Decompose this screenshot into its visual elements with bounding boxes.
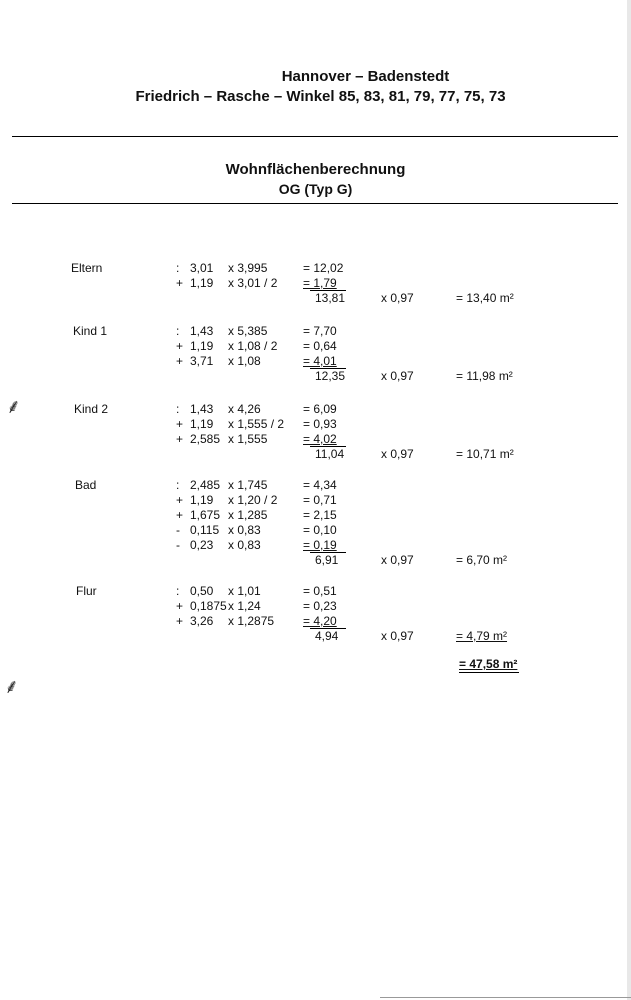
operator: +: [176, 276, 184, 290]
operator: -: [176, 523, 180, 537]
dimension-a: 0,23: [190, 538, 214, 552]
dimension-b: x 1,20 / 2: [228, 493, 278, 507]
operator: +: [176, 493, 184, 507]
document-subtitle: OG (Typ G): [278, 181, 353, 197]
partial-area: = 0,64: [303, 339, 337, 353]
operator: +: [176, 599, 184, 613]
partial-area: = 1,79: [303, 276, 337, 290]
subtotal: 11,04: [315, 447, 345, 461]
grand-total: = 47,58 m²: [459, 657, 518, 671]
divider: [12, 203, 618, 204]
operator: -: [176, 538, 180, 552]
partial-area: = 6,09: [303, 402, 337, 416]
room-name: Kind 1: [73, 324, 108, 338]
dimension-b: x 1,555 / 2: [228, 417, 285, 431]
dimension-b: x 3,01 / 2: [228, 276, 278, 290]
operator: +: [176, 339, 184, 353]
operator: :: [176, 402, 180, 416]
partial-area: = 0,10: [303, 523, 337, 537]
page-edge-bottom: [380, 997, 631, 998]
reduction-factor: x 0,97: [381, 553, 414, 567]
operator: +: [176, 508, 184, 522]
dimension-a: 0,50: [190, 584, 214, 598]
dimension-a: 1,19: [190, 417, 214, 431]
dimension-b: x 0,83: [228, 538, 261, 552]
operator: :: [176, 478, 180, 492]
partial-area: = 4,02: [303, 432, 337, 446]
dimension-b: x 1,555: [228, 432, 268, 446]
partial-area: = 4,01: [303, 354, 337, 368]
dimension-b: x 1,08 / 2: [228, 339, 278, 353]
partial-area: = 12,02: [303, 261, 344, 275]
hole-punch-mark: ⸙: [6, 396, 21, 418]
partial-area: = 0,93: [303, 417, 337, 431]
dimension-a: 2,485: [190, 478, 221, 492]
room-area: = 11,98 m²: [456, 369, 513, 383]
room-area: = 13,40 m²: [456, 291, 514, 305]
reduction-factor: x 0,97: [381, 369, 414, 383]
dimension-b: x 3,995: [228, 261, 268, 275]
partial-area: = 0,51: [303, 584, 337, 598]
dimension-b: x 1,08: [228, 354, 261, 368]
partial-area: = 0,23: [303, 599, 337, 613]
page-edge: [627, 0, 631, 1000]
dimension-b: x 1,285: [228, 508, 268, 522]
partial-area: = 4,34: [303, 478, 337, 492]
location-heading: Hannover – Badenstedt: [281, 68, 450, 85]
operator: +: [176, 432, 184, 446]
subtotal: 12,35: [315, 369, 346, 383]
reduction-factor: x 0,97: [381, 447, 414, 461]
dimension-a: 3,71: [190, 354, 214, 368]
room-area: = 4,79 m²: [456, 629, 508, 643]
dimension-a: 3,26: [190, 614, 214, 628]
dimension-a: 1,675: [190, 508, 221, 522]
address-heading: Friedrich – Rasche – Winkel 85, 83, 81, 79, 77, 75, 73: [135, 88, 506, 105]
operator: +: [176, 417, 184, 431]
dimension-a: 1,19: [190, 276, 214, 290]
subtotal: 13,81: [315, 291, 346, 305]
partial-area: = 2,15: [303, 508, 337, 522]
dimension-a: 1,43: [190, 324, 214, 338]
room-name: Bad: [75, 478, 97, 492]
dimension-a: 2,585: [190, 432, 221, 446]
room-area: = 10,71 m²: [456, 447, 514, 461]
hole-punch-mark: ⸙: [4, 676, 19, 698]
room-name: Flur: [76, 584, 97, 598]
double-underline: [459, 672, 519, 673]
room-name: Eltern: [71, 261, 103, 275]
room-name: Kind 2: [74, 402, 109, 416]
operator: +: [176, 614, 184, 628]
room-area: = 6,70 m²: [456, 553, 508, 567]
operator: :: [176, 584, 180, 598]
reduction-factor: x 0,97: [381, 629, 414, 643]
dimension-a: 0,115: [190, 523, 220, 537]
dimension-a: 3,01: [190, 261, 214, 275]
dimension-b: x 1,745: [228, 478, 268, 492]
dimension-a: 1,19: [190, 339, 214, 353]
divider: [12, 136, 618, 137]
reduction-factor: x 0,97: [381, 291, 414, 305]
partial-area: = 0,19: [303, 538, 337, 552]
document-title: Wohnflächenberechnung: [225, 161, 406, 178]
dimension-b: x 1,01: [228, 584, 261, 598]
operator: :: [176, 261, 180, 275]
operator: :: [176, 324, 180, 338]
dimension-a: 0,1875: [190, 599, 227, 613]
partial-area: = 0,71: [303, 493, 337, 507]
dimension-b: x 1,24: [228, 599, 261, 613]
operator: +: [176, 354, 184, 368]
partial-area: = 7,70: [303, 324, 337, 338]
dimension-a: 1,19: [190, 493, 214, 507]
partial-area: = 4,20: [303, 614, 337, 628]
subtotal: 6,91: [315, 553, 339, 567]
dimension-b: x 5,385: [228, 324, 268, 338]
dimension-b: x 1,2875: [228, 614, 275, 628]
subtotal: 4,94: [315, 629, 339, 643]
dimension-a: 1,43: [190, 402, 214, 416]
dimension-b: x 4,26: [228, 402, 261, 416]
dimension-b: x 0,83: [228, 523, 261, 537]
